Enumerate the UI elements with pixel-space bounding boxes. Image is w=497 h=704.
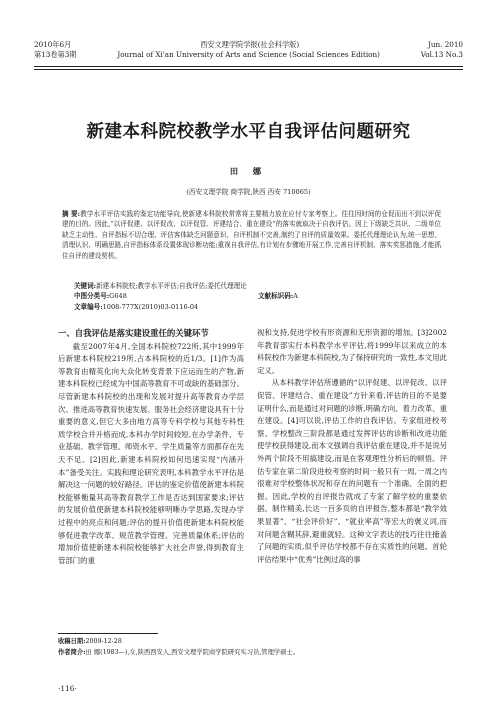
- doccode-value: A: [293, 292, 298, 301]
- clc-value: G648: [109, 292, 127, 301]
- header-date: 2010年6月: [34, 40, 72, 49]
- header-journal-cn: 西安文理学院学报(社会科学版): [200, 40, 300, 49]
- doccode-label: 文献标识码:: [258, 292, 294, 301]
- article-author: 田 娜: [229, 166, 268, 176]
- header-rule-thin: [34, 69, 463, 70]
- footnote: [58, 637, 441, 658]
- abstract-label: 摘 要:: [62, 210, 81, 218]
- header-volume: 第13卷第3期: [34, 50, 77, 59]
- body-paragraph: 从本科教学评估所遵循的“以评促建、以评促改、以评促管、评建结合、重在建设”方针来看,评估的目的不是要证明什么,而是通过对问题的诊断,明确方向、着力改革、重在建设。[4]可以说,评估工作的自我评估、专家组进校考察、学校整改三阶段都是通过发挥评估的诊断和改进功能使学校获得建设,而本文强调自我评估重在建设,并不是说另外两个阶段不用搞建设,而是在客观理性分析后的顿悟。评估专家在第二阶段进校考察的时间一般只有一周,一周之内很难对学校整体状况和存在的问题有一个准确、全面的把握。因此,学校的自评报告就成了专家了解学校的重要依据。制作精美,长达一百多页的自评报告,整本都是“教学效果显著”、“社会评价好”、“就业率高”等宏大的褒义词,而对问题含糊其辞,避重就轻。这种文字表达的技巧往往掩盖了问题的实质,似乎评估学校都不存在实质性的问题。首轮评估结果中“优秀”比例过高的事: [257, 378, 447, 564]
- article-no-label: 文章编号:: [74, 302, 103, 311]
- keywords-block: [74, 281, 441, 312]
- article-title: 新建本科院校教学水平自我评估问题研究: [86, 122, 411, 142]
- author-info-label: 作者简介:: [58, 648, 86, 656]
- page-number: ·116·: [58, 684, 77, 693]
- author-affiliation: (西安文理学院 商学院,陕西 西安 710065): [186, 188, 311, 196]
- header-date-en: Jun. 2010: [427, 40, 463, 49]
- received-date: 2009-12-28: [85, 638, 122, 645]
- section-heading: 一、自我评估是落实建设重任的关键环节: [58, 328, 209, 338]
- article-no-value: 1008-777X(2010)03-0116-04: [102, 302, 199, 311]
- header-volume-en: Vol.13 No.3: [420, 50, 463, 59]
- abstract-text: 教学水平评估实践的鉴定功能导向,使新建本科院校常常将主要精力放在应付专家考察上。往往因时间的仓促而出不到以评促建的目的。因此,“以评促建、以评促改、以评促管、评建结合、重在建设”的落实就取决于自我评估。因上下级缺乏共识、二级单位缺乏主动性、自评指标不切合理、评估客体缺乏问题意识、自评机制不完善,制约了自评的质量效果。委托代理理论认为,统一思想、清理认识、明确思路,自评指标体系设置体现诊断功能;重视自我评估,有计划有步骤地开展工作,完善自评机制、落实奖惩措施,才能抓住自评的建设契机。: [62, 210, 442, 260]
- keywords-label: 关键词:: [74, 282, 97, 290]
- header-journal-en: Journal of Xi'an University of Arts and Science (Social Sciences Edition): [117, 50, 380, 59]
- received-label: 收稿日期:: [58, 638, 86, 645]
- abstract: [62, 209, 441, 261]
- keywords-text: 新建本科院校;教学水平评估;自我评估;委托代理理论: [96, 282, 247, 290]
- body-paragraph-continued: 视和支持,促进学校有形资源和无形资源的增加。[3]2002年教育部实行本科教学水平评估,将1999年以来成立的本科院校作为新建本科院校,为了保持研究的一致性,本文用此定义。: [257, 328, 447, 375]
- footnote-rule: [58, 633, 158, 634]
- journal-header: [34, 40, 463, 60]
- body-paragraph: 截至2007年4月,全国本科院校722所,其中1999年后新建本科院校219所,占本科院校的近1/3。[1]作为高等教育由精英化向大众化转变背景下应运而生的产物,新建本科院校已经成为中国高等教育不可或缺的基础部分。尽管新建本科院校的出现和发展对提升高等教育办学层次、推进高等教育快速发展、服务社会经济建设具有十分重要的意义,但它大多由地方高等专科学校与其他专科性质学校合并升格而成,本科办学时间较短,在办学条件、专业基础、教学管理、师资水平、学生质量等方面都存在先天不足。[2]因此,新建本科院校如何迅速实现“内涵升本”备受关注。实践和理论研究表明,本科教学水平评估是解决这一问题的较好路径。评估的鉴定价值使新建本科院校能够衡量其高等教育教学工作是否达到国家要求;评估的发展价值使新建本科院校能够明晰办学思路,发现办学过程中的亮点和问题;评估的提升价值使新建本科院校能够促进教学改革、规范教学管理、完善质量体系;评估的增加价值使新建本科院校能够扩大社会声誉,得到教育主管部门的重: [58, 341, 244, 565]
- header-rule-thick: [34, 66, 463, 67]
- author-info: 田 娜(1983—),女,陕西西安人,西安文理学院商学院研究实习员,管理学硕士。: [85, 648, 300, 656]
- clc-label: 中图分类号:: [74, 292, 110, 301]
- body-right-column: [257, 327, 447, 566]
- body-left-column: [58, 327, 244, 567]
